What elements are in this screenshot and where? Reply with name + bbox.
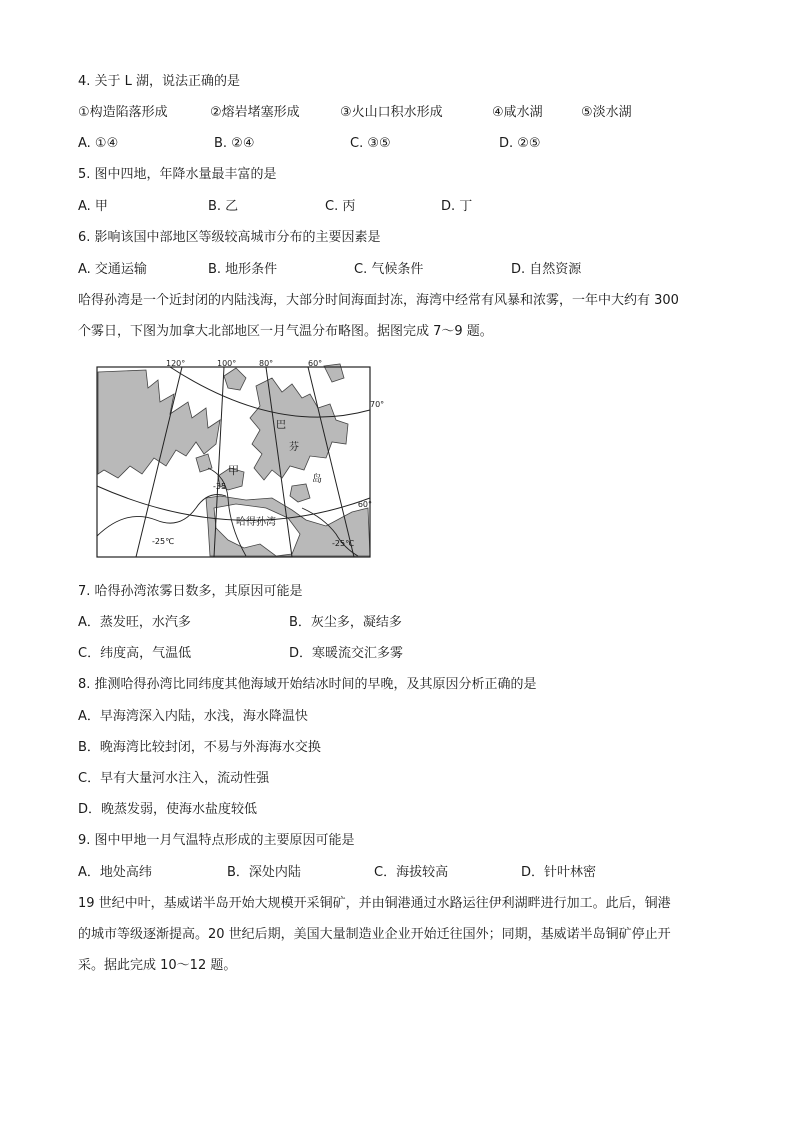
- q4-stem: 4. 关于 L 湖，说法正确的是: [78, 74, 241, 89]
- isotherm-label-minus-25-west: -25℃: [152, 537, 175, 546]
- q4-option-a: A. ①④: [78, 136, 119, 151]
- q5-option-a: A. 甲: [78, 199, 108, 214]
- intro-7-9-line-1: 哈得孙湾是一个近封闭的内陆浅海，大部分时间海面封冻，海湾中经常有风暴和浓雾，一年中大约有 300: [78, 293, 679, 308]
- q7-stem: 7. 哈得孙湾浓雾日数多，其原因可能是: [78, 584, 303, 599]
- q9-option-c: C．海拔较高: [374, 865, 449, 880]
- q9-option-b: B．深处内陆: [227, 865, 301, 880]
- lat-label-60: 60°: [357, 500, 372, 509]
- q5-option-b: B. 乙: [208, 199, 239, 214]
- lon-label-120: 120°: [166, 359, 186, 368]
- q4-choice-5: ⑤淡水湖: [581, 105, 632, 120]
- q4-option-b: B. ②④: [214, 136, 255, 151]
- q4-option-d: D. ②⑤: [499, 136, 541, 151]
- q8-option-c: C．早有大量河水注入，流动性强: [78, 771, 270, 786]
- q8-option-a: A．早海湾深入内陆，水浅，海水降温快: [78, 709, 308, 724]
- q5-option-c: C. 丙: [325, 199, 356, 214]
- intro-10-12-line-3: 采。据此完成 10～12 题。: [78, 958, 237, 973]
- q7-option-b: B．灰尘多，凝结多: [289, 615, 402, 630]
- q4-option-c: C. ③⑤: [350, 136, 391, 151]
- lon-label-100: 100°: [217, 359, 237, 368]
- q5-stem: 5. 图中四地，年降水量最丰富的是: [78, 167, 277, 182]
- intro-7-9-line-2: 个雾日，下图为加拿大北部地区一月气温分布略图。据图完成 7～9 题。: [78, 324, 493, 339]
- q9-option-d: D．针叶林密: [521, 865, 597, 880]
- lon-label-60: 60°: [308, 359, 323, 368]
- q7-option-a: A．蒸发旺，水汽多: [78, 615, 191, 630]
- q4-choice-2: ②熔岩堵塞形成: [210, 105, 300, 120]
- lat-label-70: 70°: [370, 400, 385, 409]
- q8-stem: 8. 推测哈得孙湾比同纬度其他海域开始结冰时间的早晚，及其原因分析正确的是: [78, 677, 537, 692]
- place-label-ba: 巴: [276, 420, 286, 431]
- q7-option-d: D．寒暖流交汇多雾: [289, 646, 404, 661]
- isotherm-label-minus-25-east: -25℃: [332, 539, 355, 548]
- q9-option-a: A．地处高纬: [78, 865, 152, 880]
- q4-choice-3: ③火山口积水形成: [340, 105, 443, 120]
- q8-option-d: D．晚蒸发弱，使海水盐度较低: [78, 802, 258, 817]
- place-label-fen: 芬: [289, 442, 299, 453]
- q7-option-c: C．纬度高，气温低: [78, 646, 192, 661]
- q8-option-b: B．晚海湾比较封闭，不易与外海海水交换: [78, 740, 321, 755]
- q4-choice-4: ④咸水湖: [492, 105, 543, 120]
- hudson-bay-january-temperature-map: [96, 358, 385, 558]
- place-label-jia: 甲: [228, 464, 239, 477]
- lon-label-80: 80°: [259, 359, 274, 368]
- q6-stem: 6. 影响该国中部地区等级较高城市分布的主要因素是: [78, 230, 381, 245]
- place-label-dao: 岛: [312, 474, 322, 485]
- q5-option-d: D. 丁: [441, 199, 473, 214]
- place-label-hudson-bay: 哈得孙湾: [236, 517, 276, 528]
- q6-option-c: C. 气候条件: [354, 262, 424, 277]
- isotherm-label-minus-35: -35: [213, 482, 227, 491]
- q9-stem: 9. 图中甲地一月气温特点形成的主要原因可能是: [78, 833, 355, 848]
- q6-option-d: D. 自然资源: [511, 262, 582, 277]
- q4-choice-1: ①构造陷落形成: [78, 105, 168, 120]
- q6-option-b: B. 地形条件: [208, 262, 278, 277]
- intro-10-12-line-1: 19 世纪中叶，基威诺半岛开始大规模开采铜矿，并由铜港通过水路运往伊利湖畔进行加工。此后，铜港: [78, 896, 671, 911]
- intro-10-12-line-2: 的城市等级逐渐提高。20 世纪后期，美国大量制造业企业开始迁往国外；同期，基威诺半岛铜矿停止开: [78, 927, 671, 942]
- q6-option-a: A. 交通运输: [78, 262, 147, 277]
